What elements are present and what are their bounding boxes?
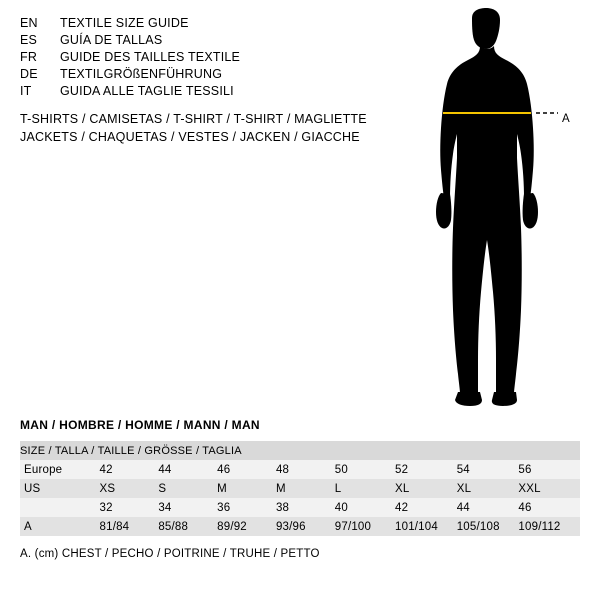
language-header-block: [20, 15, 400, 100]
body-figure: [410, 8, 595, 408]
table-row: [20, 517, 580, 536]
cell-us-4: L: [334, 482, 342, 495]
row-label-a: A: [24, 520, 32, 533]
language-row-en: [20, 15, 400, 32]
cell-a-4: 97/100: [334, 520, 372, 533]
table-header-row: [20, 441, 580, 460]
language-text-de: TEXTILGRÖßENFÜHRUNG: [60, 67, 223, 81]
language-text-it: GUIDA ALLE TAGLIE TESSILI: [60, 84, 234, 98]
table-row: [20, 460, 580, 479]
cell-europe-6: 54: [456, 463, 470, 476]
table-title: MAN / HOMBRE / HOMME / MANN / MAN: [20, 418, 260, 432]
size-table: [20, 441, 580, 536]
cell-europe-5: 52: [395, 463, 409, 476]
cell-usnum-0: 32: [99, 501, 113, 514]
language-text-en: TEXTILE SIZE GUIDE: [60, 16, 189, 30]
language-code-es: ES: [20, 33, 38, 47]
cell-usnum-4: 40: [334, 501, 348, 514]
cell-europe-3: 48: [275, 463, 290, 476]
cell-usnum-7: 46: [518, 501, 532, 514]
cell-us-0: XS: [99, 482, 116, 495]
cell-usnum-1: 34: [158, 501, 172, 514]
category-jackets: JACKETS / CHAQUETAS / VESTES / JACKEN / GIACCHE: [20, 130, 360, 144]
cell-us-1: S: [158, 482, 167, 495]
table-row: [20, 498, 580, 517]
footnote: A. (cm) CHEST / PECHO / POITRINE / TRUHE / PETTO: [20, 548, 320, 560]
language-code-fr: FR: [20, 50, 38, 64]
cell-a-3: 93/96: [275, 520, 306, 533]
cell-us-7: XXL: [518, 482, 541, 495]
cell-usnum-2: 36: [217, 501, 231, 514]
language-row-es: [20, 32, 400, 49]
category-block: [20, 110, 420, 146]
language-text-es: GUÍA DE TALLAS: [60, 33, 163, 47]
cell-a-5: 101/104: [395, 520, 438, 533]
cell-us-2: M: [217, 482, 227, 495]
male-silhouette-icon: [410, 8, 595, 408]
cell-usnum-3: 38: [275, 501, 290, 514]
cell-a-6: 105/108: [456, 520, 500, 533]
language-row-it: [20, 83, 400, 100]
cell-europe-2: 46: [217, 463, 231, 476]
row-label-europe: Europe: [24, 463, 63, 476]
cell-europe-4: 50: [334, 463, 348, 476]
cell-usnum-6: 44: [456, 501, 470, 514]
cell-a-1: 85/88: [158, 520, 189, 533]
category-tshirts: T-SHIRTS / CAMISETAS / T-SHIRT / T-SHIRT / MAGLIETTE: [20, 112, 367, 126]
language-code-it: IT: [20, 84, 32, 98]
cell-us-5: XL: [395, 482, 410, 495]
language-row-fr: [20, 49, 400, 66]
cell-a-2: 89/92: [217, 520, 247, 533]
language-code-de: DE: [20, 67, 38, 81]
table-header-label: SIZE / TALLA / TAILLE / GRÖSSE / TAGLIA: [20, 444, 242, 457]
row-label-us-numeric: [20, 498, 100, 517]
row-label-us: US: [24, 482, 41, 495]
table-row: [20, 479, 580, 498]
cell-europe-7: 56: [518, 463, 532, 476]
cell-usnum-5: 42: [395, 501, 409, 514]
cell-a-7: 109/112: [518, 520, 561, 533]
cell-us-3: M: [275, 482, 286, 495]
cell-us-6: XL: [456, 482, 472, 495]
language-code-en: EN: [20, 16, 38, 30]
callout-label-a: A: [562, 113, 571, 125]
cell-europe-1: 44: [158, 463, 172, 476]
cell-a-0: 81/84: [99, 520, 130, 533]
language-row-de: [20, 66, 400, 83]
language-text-fr: GUIDE DES TAILLES TEXTILE: [60, 50, 241, 64]
cell-europe-0: 42: [99, 463, 113, 476]
